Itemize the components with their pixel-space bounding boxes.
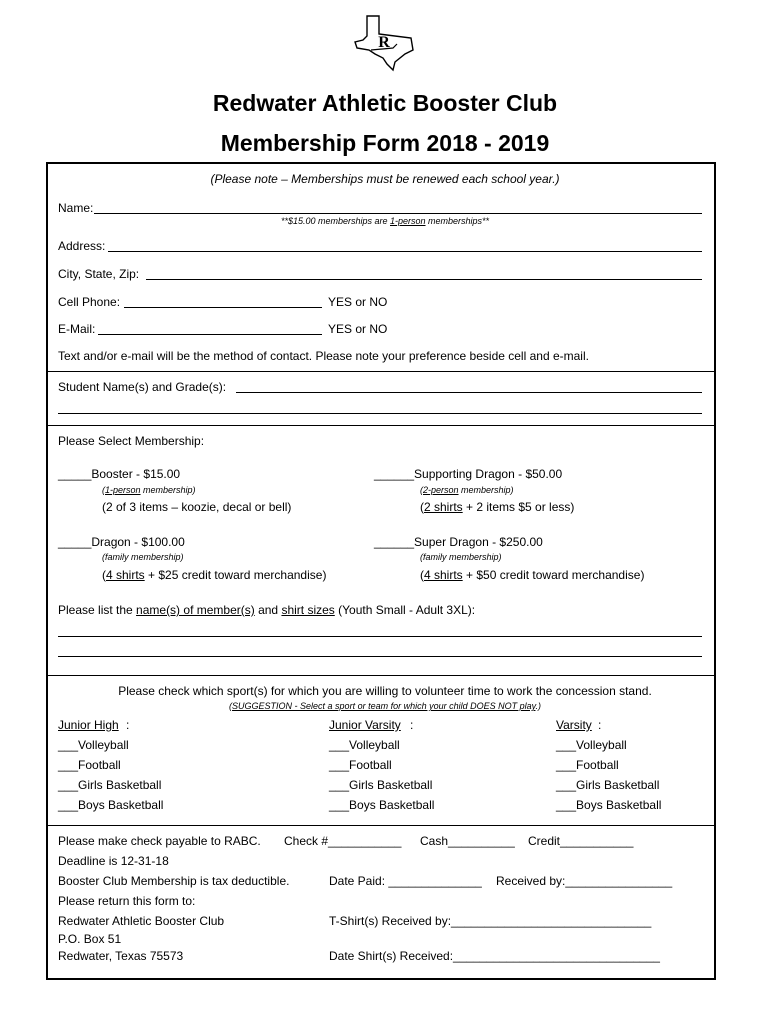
junior-varsity-heading: Junior Varsity — [329, 718, 401, 732]
jh-girls-basketball[interactable]: ___Girls Basketball — [58, 778, 162, 792]
contact-section — [46, 162, 716, 372]
student-names-label: Student Name(s) and Grade(s): — [58, 380, 227, 394]
jv-volleyball[interactable]: ___Volleyball — [329, 738, 400, 752]
cell-phone-field[interactable] — [124, 307, 322, 308]
return-note: Please return this form to: — [58, 894, 196, 908]
received-by-field[interactable]: Received by:________________ — [496, 874, 673, 888]
renewal-note: (Please note – Memberships must be renewed each school year.) — [210, 172, 560, 186]
select-membership-heading: Please Select Membership: — [58, 434, 205, 448]
texas-logo — [353, 14, 417, 72]
supporting-dragon-option[interactable]: ______Supporting Dragon - $50.00 — [374, 467, 563, 481]
address-field[interactable] — [108, 251, 702, 252]
supporting-dragon-note: (2-person membership) — [420, 485, 514, 495]
booster-items: (2 of 3 items – koozie, decal or bell) — [102, 500, 292, 514]
dragon-items: (4 shirts + $25 credit toward merchandise) — [102, 568, 327, 582]
name-field[interactable] — [94, 213, 702, 214]
v-girls-basketball[interactable]: ___Girls Basketball — [556, 778, 660, 792]
junior-high-heading: Junior High — [58, 718, 119, 732]
dragon-option[interactable]: _____Dragon - $100.00 — [58, 535, 185, 549]
deadline-note: Deadline is 12-31-18 — [58, 854, 169, 868]
date-paid-field[interactable]: Date Paid: ______________ — [329, 874, 482, 888]
supporting-dragon-items: (2 shirts + 2 items $5 or less) — [420, 500, 575, 514]
email-label: E-Mail: — [58, 322, 96, 336]
student-names-field[interactable] — [236, 392, 702, 393]
address-line-2: P.O. Box 51 — [58, 932, 122, 946]
membership-note: **$15.00 memberships are 1-person memberships** — [280, 216, 490, 226]
v-volleyball[interactable]: ___Volleyball — [556, 738, 627, 752]
dragon-note: (family membership) — [102, 552, 184, 562]
jv-girls-basketball[interactable]: ___Girls Basketball — [329, 778, 433, 792]
payable-note: Please make check payable to RABC. — [58, 834, 261, 848]
volunteer-suggestion: (SUGGESTION - Select a sport or team for which your child DOES NOT play.) — [229, 701, 541, 711]
jh-volleyball[interactable]: ___Volleyball — [58, 738, 129, 752]
form-subtitle: Membership Form 2018 - 2019 — [220, 130, 550, 156]
booster-note: (1-person membership) — [102, 485, 196, 495]
tax-deductible-note: Booster Club Membership is tax deductible. — [58, 874, 290, 888]
jv-football[interactable]: ___Football — [329, 758, 392, 772]
v-boys-basketball[interactable]: ___Boys Basketball — [556, 798, 662, 812]
super-dragon-note: (family membership) — [420, 552, 502, 562]
super-dragon-option[interactable]: ______Super Dragon - $250.00 — [374, 535, 543, 549]
email-yes-no[interactable]: YES or NO — [328, 322, 388, 336]
name-label: Name: — [58, 201, 94, 215]
credit-field[interactable]: Credit___________ — [528, 834, 634, 848]
member-list-label: Please list the name(s) of member(s) and shirt sizes (Youth Small - Adult 3XL): — [58, 603, 476, 617]
address-line-1: Redwater Athletic Booster Club — [58, 914, 225, 928]
check-number-field[interactable]: Check #___________ — [284, 834, 402, 848]
jh-football[interactable]: ___Football — [58, 758, 121, 772]
member-list-field-2[interactable] — [58, 656, 702, 657]
member-list-field-1[interactable] — [58, 636, 702, 637]
student-names-field-2[interactable] — [58, 413, 702, 414]
v-football[interactable]: ___Football — [556, 758, 619, 772]
super-dragon-items: (4 shirts + $50 credit toward merchandise) — [420, 568, 645, 582]
date-shirt-received-field[interactable]: Date Shirt(s) Received:_______________________________ — [329, 949, 660, 963]
cell-yes-no[interactable]: YES or NO — [328, 295, 388, 309]
address-line-3: Redwater, Texas 75573 — [58, 949, 184, 963]
city-state-zip-field[interactable] — [146, 279, 702, 280]
cell-phone-label: Cell Phone: — [58, 295, 121, 309]
varsity-heading: Varsity — [556, 718, 592, 732]
form-title: Redwater Athletic Booster Club — [212, 90, 558, 116]
volunteer-heading: Please check which sport(s) for which you are willing to volunteer time to work the concession stand. — [118, 684, 652, 698]
city-state-zip-label: City, State, Zip: — [58, 267, 140, 281]
email-field[interactable] — [98, 334, 322, 335]
tshirt-received-field[interactable]: T-Shirt(s) Received by:______________________________ — [329, 914, 652, 928]
membership-section — [46, 425, 716, 676]
booster-option[interactable]: _____Booster - $15.00 — [58, 467, 181, 481]
svg-text:R: R — [378, 34, 390, 51]
jv-boys-basketball[interactable]: ___Boys Basketball — [329, 798, 435, 812]
jh-boys-basketball[interactable]: ___Boys Basketball — [58, 798, 164, 812]
contact-method-note: Text and/or e-mail will be the method of contact. Please note your preference beside cell and e-mail. — [58, 349, 589, 363]
address-label: Address: — [58, 239, 106, 253]
cash-field[interactable]: Cash__________ — [420, 834, 515, 848]
